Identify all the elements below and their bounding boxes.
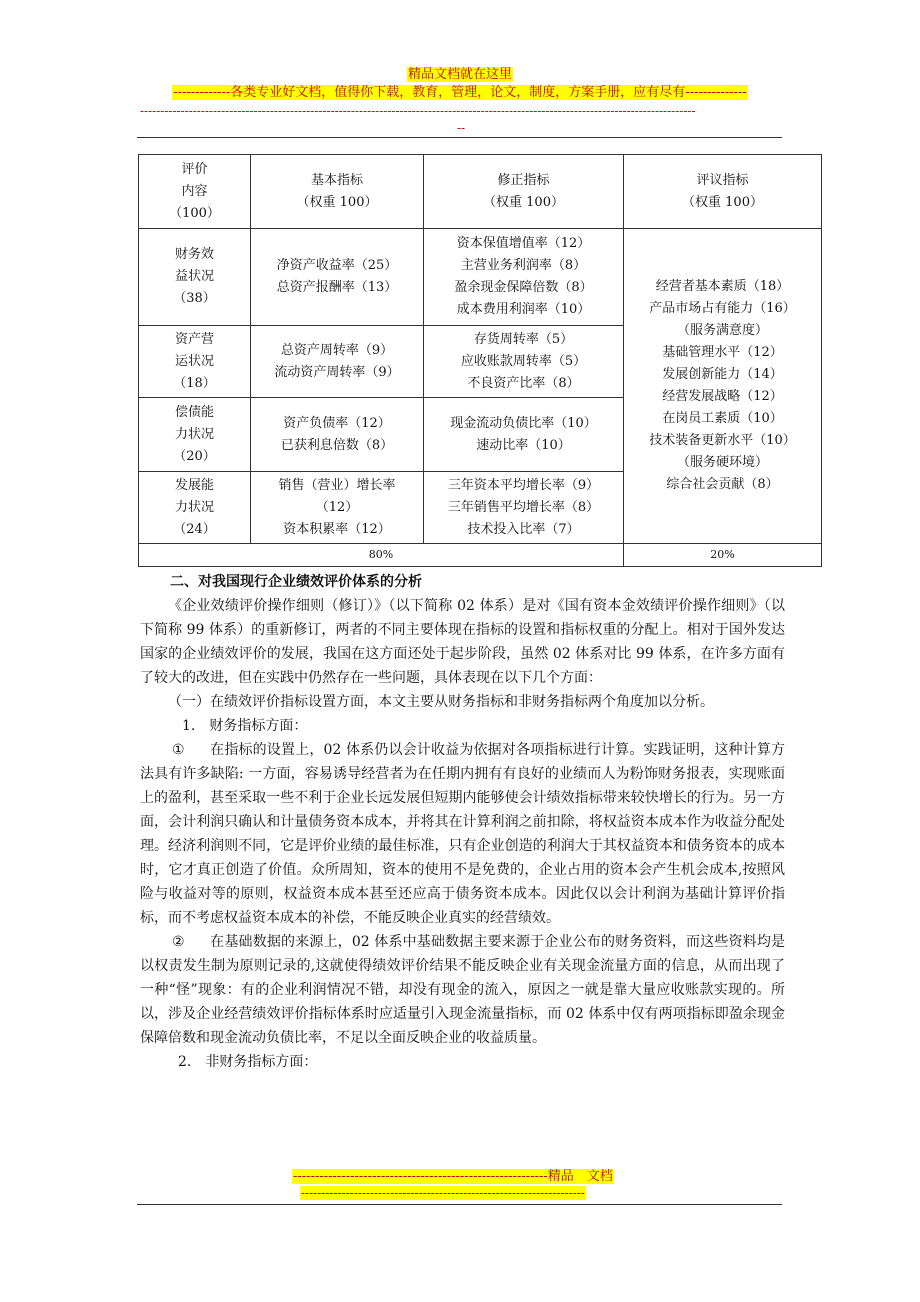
table-row	[139, 229, 822, 326]
basic-index-cell: 净资产收益率（25） 总资产报酬率（13）	[251, 229, 424, 326]
table-header-row	[139, 155, 822, 229]
modified-index-cell: 资本保值增值率（12） 主营业务利润率（8） 盈余现金保障倍数（8） 成本费用利润率（10）	[424, 229, 624, 326]
footer-dashes: ----------------------------------------------------------------------	[301, 1186, 585, 1200]
header-title: 精品文档就在这里	[407, 67, 512, 82]
weight-left-cell: 80%	[139, 544, 624, 567]
item-marker: ②	[172, 934, 185, 950]
header-tagline: -------------各类专业好文档，值得你下载，教育，管理，论文，制度，方案手册，应有尽有--------------	[173, 85, 747, 100]
modified-index-cell: 三年资本平均增长率（9） 三年销售平均增长率（8） 技术投入比率（7）	[424, 472, 624, 544]
body-text	[140, 570, 785, 1074]
footer-line: ----------------------------------------------------------精品 文档	[293, 1169, 613, 1184]
paragraph: ② 在基础数据的来源上，02 体系中基础数据主要来源于企业公布的财务资料，而这些资料均是以权责发生制为原则记录的,这就使得绩效评价结果不能反映企业有关现金流量方面的信息，从而出现了一种“怪”现象：有的企业利润情况不错，却没有现金的流入，原因之一就是靠大量应收账款实现的。所以，涉及企业经营绩效评价指标体系时应适量引入现金流量指标，而 02 体系中仅有两项指标即盈余现金保障倍数和现金流动负债比率，不足以全面反映企业的收益质量。	[140, 930, 785, 1050]
header-cell-review: 评议指标 （权重 100）	[624, 155, 822, 229]
header-dashes: ----------------------------------------------------------------------------------------------------------------------------------------- --	[140, 104, 696, 135]
header-cell-basic: 基本指标 （权重 100）	[251, 155, 424, 229]
evaluation-index-table	[138, 154, 822, 567]
modified-index-cell: 现金流动负债比率（10） 速动比率（10）	[424, 398, 624, 472]
basic-index-cell: 总资产周转率（9） 流动资产周转率（9）	[251, 326, 424, 398]
table-weight-row	[139, 544, 822, 567]
item-marker: ①	[172, 742, 185, 758]
header-cell-content: 评价 内容 （100）	[139, 155, 251, 229]
header-rule	[137, 137, 782, 138]
basic-index-cell: 资产负债率（12） 已获利息倍数（8）	[251, 398, 424, 472]
modified-index-cell: 存货周转率（5） 应收账款周转率（5） 不良资产比率（8）	[424, 326, 624, 398]
weight-right-cell: 20%	[624, 544, 822, 567]
paragraph: 《企业效绩评价操作细则（修订）》（以下简称 02 体系）是对《国有资本金效绩评价操作细则》（以下简称 99 体系）的重新修订，两者的不同主要体现在指标的设置和指标权重的分配上。相对于国外发达国家的企业绩效评价的发展，我国在这方面还处于起步阶段，虽然 02 体系对比 99 体系，在许多方面有了较大的改进，但在实践中仍然存在一些问题，具体表现在以下几个方面：	[140, 598, 785, 686]
category-cell: 偿债能 力状况 （20）	[139, 398, 251, 472]
category-cell: 资产营 运状况 （18）	[139, 326, 251, 398]
paragraph: ① 在指标的设置上，02 体系仍以会计收益为依据对各项指标进行计算。实践证明，这种计算方法具有许多缺陷: 一方面，容易诱导经营者为在任期内拥有有良好的业绩而人为粉饰财务报表，实现账面上的盈利，甚至采取一些不利于企业长远发展但短期内能够使会计绩效指标带来较快增长的行为。另一方面，会计利润只确认和计量债务资本成本，并将其在计算利润之前扣除，将权益资本成本作为收益分配处理。经济利润则不同，它是评价业绩的最佳标准，只有企业创造的利润大于其权益资本和债务资本的成本时，它才真正创造了价值。众所周知，资本的使用不是免费的，企业占用的资本会产生机会成本,按照风险与收益对等的原则，权益资本成本甚至还应高于债务资本成本。因此仅以会计利润为基础计算评价指标，而不考虑权益资本成本的补偿，不能反映企业真实的经营绩效。	[140, 738, 785, 930]
subheading: 1. 财务指标方面：	[182, 718, 308, 734]
header-cell-modified: 修正指标 （权重 100）	[424, 155, 624, 229]
category-cell: 财务效 益状况 （38）	[139, 229, 251, 326]
subheading: 2. 非财务指标方面：	[178, 1054, 318, 1070]
paragraph: （一）在绩效评价指标设置方面，本文主要从财务指标和非财务指标两个角度加以分析。	[168, 694, 714, 710]
footer-rule	[137, 1204, 782, 1205]
section-heading: 二、对我国现行企业绩效评价体系的分析	[170, 574, 422, 590]
review-index-cell: 经营者基本素质（18） 产品市场占有能力（16） （服务满意度） 基础管理水平（12） 发展创新能力（14） 经营发展战略（12） 在岗员工素质（10） 技术装备更新水平（10） （服务硬环境） 综合社会贡献（8）	[624, 229, 822, 544]
basic-index-cell: 销售（营业）增长率 （12） 资本积累率（12）	[251, 472, 424, 544]
category-cell: 发展能 力状况 （24）	[139, 472, 251, 544]
